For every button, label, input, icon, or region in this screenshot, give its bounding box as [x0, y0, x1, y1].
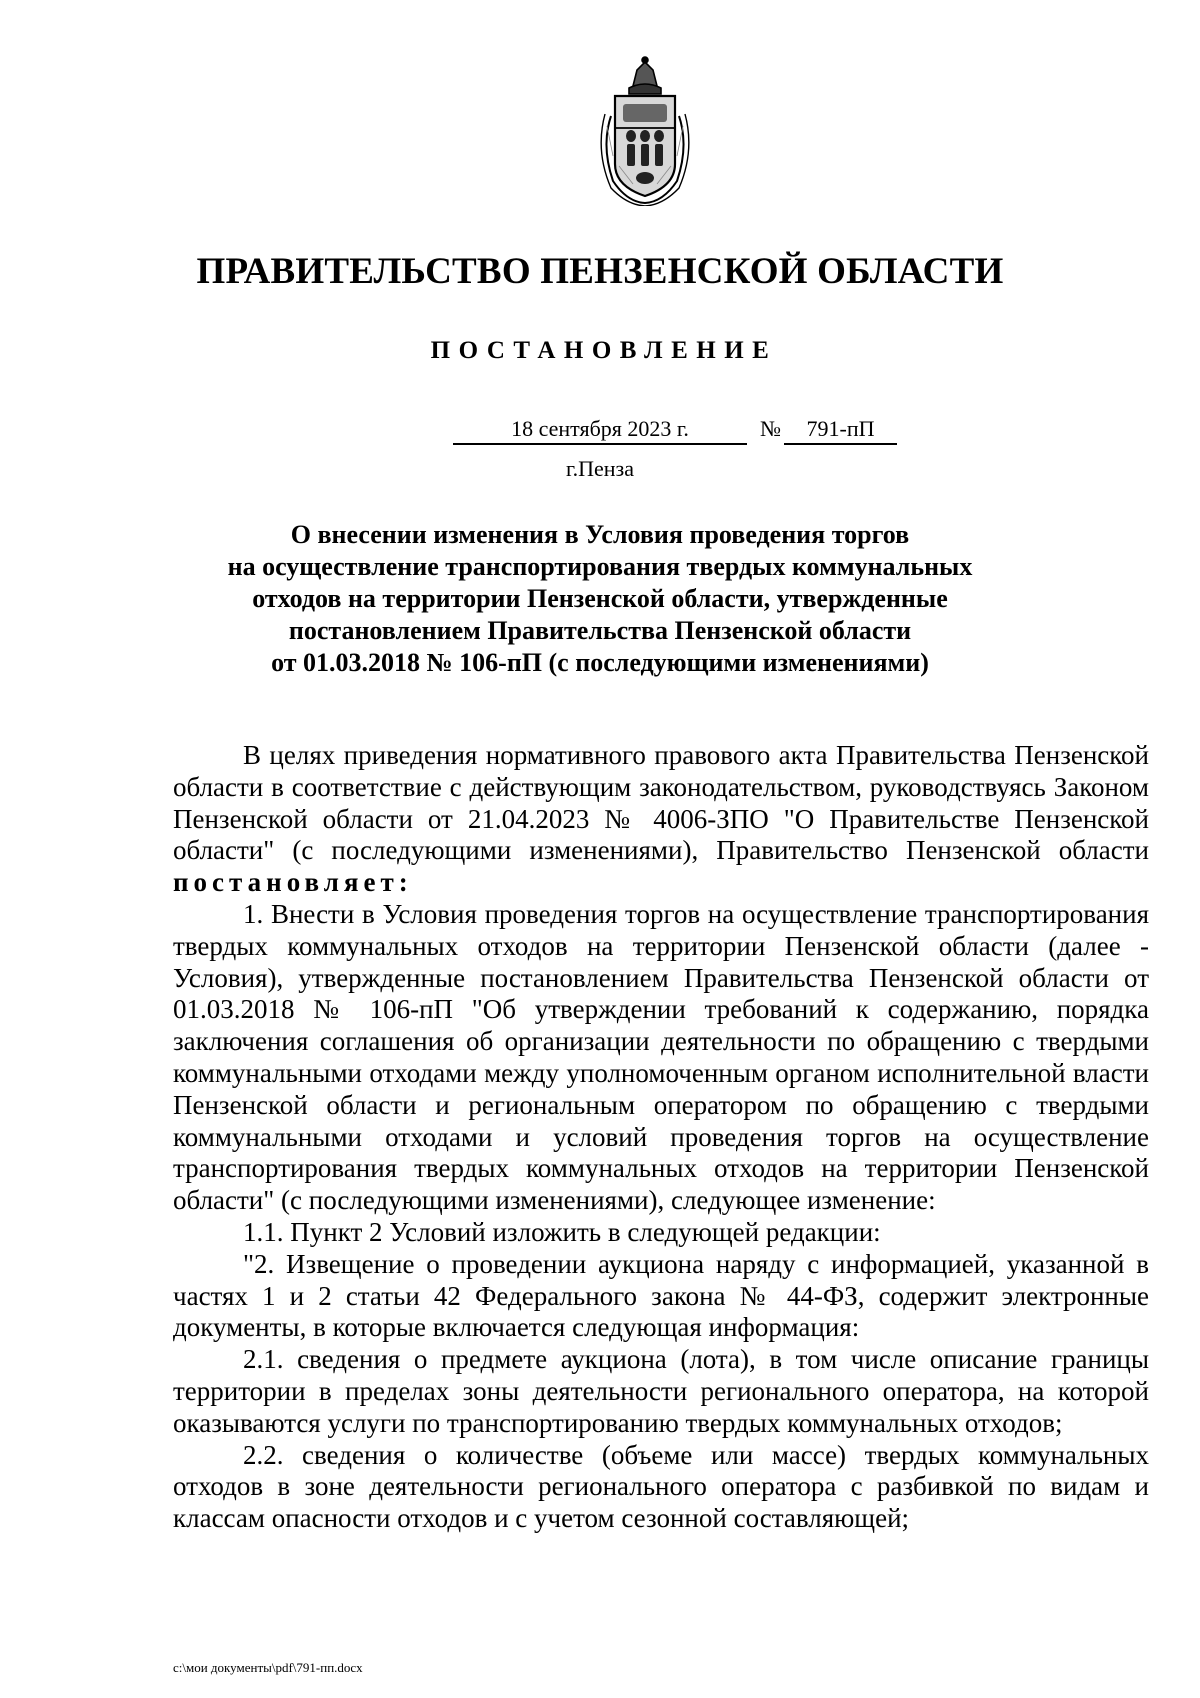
subject-line: отходов на территории Пензенской области, утвержденные	[252, 584, 948, 613]
body-paragraph: 1. Внести в Условия проведения торгов на осуществление транспортирования твердых коммунальных отходов на территории Пензенской области (далее - Условия), утвержденные постановлением Правительства Пензенской области от 01.03.2018 № 106-пП "Об утверждении требований к содержанию, порядка заключения соглашения об организации деятельности по обращению с твердыми коммунальными отходами между уполномоченным органом исполнительной власти Пензенской области и региональным оператором по обращению с твердыми коммунальными отходами и условий проведения торгов на осуществление транспортирования твердых коммунальных отходов на территории Пензенской области" (с последующими изменениями), следующее изменение:	[173, 898, 1149, 1216]
preamble-paragraph	[173, 740, 1149, 899]
coat-of-arms-emblem	[593, 56, 697, 206]
subject-line: постановлением Правительства Пензенской области	[288, 616, 912, 645]
document-number: 791-пП	[784, 415, 897, 445]
file-path-footer: c:\мои документы\pdf\791-пп.docx	[173, 1660, 363, 1675]
body-paragraph: 1.1. Пункт 2 Условий изложить в следующей редакции:	[243, 1216, 881, 1247]
document-subject	[0, 519, 1200, 679]
document-body	[173, 740, 1149, 1535]
document-type: ПОСТАНОВЛЕНИЕ	[430, 337, 778, 364]
resolves-word: постановляет:	[173, 867, 413, 898]
city: г.Пенза	[566, 456, 634, 481]
number-sign: №	[760, 416, 781, 441]
subject-line: на осуществление транспортирования твердых коммунальных	[227, 552, 973, 581]
preamble-text: В целях приведения нормативного правового акта Правительства Пензенской области в соответствие с действующим законодательством, руководствуясь Законом Пензенской области от 21.04.2023 № 4006-ЗПО "О Правительстве Пензенской области" (с последующими изменениями), Правительство Пензенской области	[173, 740, 1149, 866]
subject-line: от 01.03.2018 № 106-пП (с последующими изменениями)	[271, 648, 929, 677]
document-date: 18 сентября 2023 г.	[453, 415, 747, 445]
body-paragraph: "2. Извещение о проведении аукциона наряду с информацией, указанной в частях 1 и 2 статьи 42 Федерального закона № 44-ФЗ, содержит электронные документы, в которые включается следующая информация:	[173, 1248, 1149, 1343]
organization-title: ПРАВИТЕЛЬСТВО ПЕНЗЕНСКОЙ ОБЛАСТИ	[196, 251, 1004, 292]
body-paragraph: 2.1. сведения о предмете аукциона (лота), в том числе описание границы территории в пределах зоны деятельности регионального оператора, на которой оказываются услуги по транспортированию твердых коммунальных отходов;	[173, 1344, 1149, 1438]
body-paragraph: 2.2. сведения о количестве (объеме или массе) твердых коммунальных отходов в зоне деятельности регионального оператора с разбивкой по видам и классам опасности отходов и с учетом сезонной составляющей;	[173, 1439, 1149, 1534]
subject-line: О внесении изменения в Условия проведения торгов	[290, 520, 910, 549]
